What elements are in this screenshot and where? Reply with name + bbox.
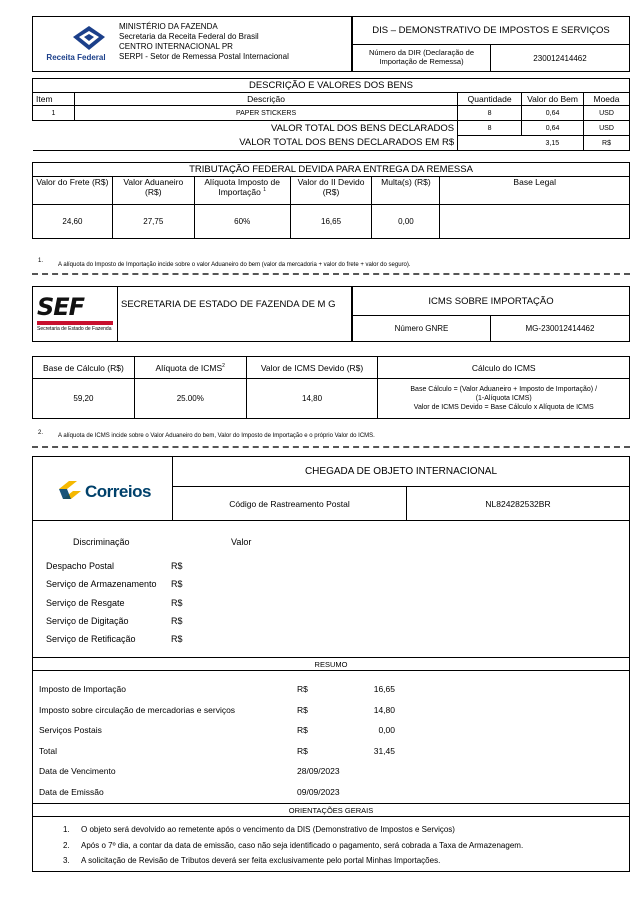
- resumo-label: Imposto de Importação: [39, 684, 126, 694]
- table-row: [33, 106, 630, 121]
- divider: [32, 446, 630, 448]
- sef-logo-subtext: Secretaria de Estado de Fazenda: [37, 326, 112, 332]
- resumo-value: 0,00: [378, 725, 395, 736]
- col-aduaneiro: Valor Aduaneiro (R$): [112, 177, 194, 205]
- services-list: [46, 557, 183, 648]
- calculo-formula: [378, 379, 630, 419]
- list-item: [63, 853, 623, 869]
- tracking-value: NL824282532BR: [407, 487, 629, 521]
- gnre-value: MG-230012414462: [525, 324, 595, 333]
- service-currency: R$: [171, 561, 183, 571]
- divider: [32, 273, 630, 275]
- sef-title: SECRETARIA DE ESTADO DE FAZENDA DE M G: [121, 299, 336, 310]
- service-currency: R$: [171, 597, 183, 608]
- list-item: [39, 720, 599, 741]
- item-value: 0,64: [522, 106, 584, 121]
- base-legal-value: [440, 205, 630, 239]
- tributacao-table: [32, 162, 630, 239]
- total-brl-label: VALOR TOTAL DOS BENS DECLARADOS EM R$: [33, 136, 458, 151]
- list-item: [39, 761, 599, 782]
- icms-title: ICMS SOBRE IMPORTAÇÃO: [353, 287, 629, 316]
- tracking-label: Código de Rastreamento Postal: [173, 487, 407, 521]
- orientacao-text: O objeto será devolvido ao remetente após o vencimento da DIS (Demonstrativo de Impostos e Serviços): [81, 825, 455, 834]
- col-base-legal: Base Legal: [440, 177, 630, 205]
- resumo-currency: R$: [297, 684, 308, 694]
- list-item: [46, 612, 183, 630]
- footnote-2: A alíquota de ICMS incide sobre o Valor Aduaneiro do bem, Valor do Imposto de Importação e o próprio Valor do ICMS.: [58, 433, 375, 439]
- correios-section: [32, 456, 630, 872]
- col-calculo-icms: Cálculo do ICMS: [378, 357, 630, 379]
- total-qty: 8: [458, 121, 522, 136]
- col-multa: Multa(s) (R$): [372, 177, 440, 205]
- list-item: [39, 782, 599, 803]
- list-item: [39, 741, 599, 762]
- service-label: Serviço de Resgate: [46, 597, 125, 608]
- footnote-1-num: 1.: [38, 258, 44, 264]
- org-line: CENTRO INTERNACIONAL PR: [119, 42, 233, 51]
- sef-logo: [37, 295, 117, 335]
- list-item: [39, 700, 599, 721]
- orientacao-text: A solicitação de Revisão de Tributos deverá ser feita exclusivamente pelo portal Minhas Importações.: [81, 856, 441, 865]
- aliquota-ii-label: Alíquota Imposto de Importação: [204, 177, 280, 197]
- disc-header: Discriminação: [73, 537, 130, 547]
- list-item: [46, 557, 183, 575]
- col-frete: Valor do Frete (R$): [33, 177, 113, 205]
- resumo-value: [367, 782, 395, 803]
- resumo-currency: R$: [297, 745, 308, 756]
- col-moeda: Moeda: [584, 93, 630, 106]
- orientacoes-list: [63, 822, 623, 869]
- valor-header: Valor: [231, 537, 252, 547]
- dir-label: Número da DIR (Declaração de Importação de Remessa): [353, 45, 491, 71]
- total-brl-currency: R$: [584, 136, 630, 151]
- sef-header: [32, 286, 352, 342]
- dir-number: 230012414462: [533, 53, 587, 63]
- item-qty: 8: [458, 106, 522, 121]
- footnote-mark: 2: [222, 362, 225, 369]
- icms-table: [32, 356, 630, 419]
- resumo-label: Serviços Postais: [39, 725, 102, 736]
- sef-logo-text: SEF: [37, 293, 85, 321]
- receita-header: [32, 16, 352, 72]
- resumo-currency: 28/09/2023: [297, 766, 340, 777]
- item-number: 1: [33, 106, 75, 121]
- icms-header: [352, 286, 630, 342]
- resumo-currency: R$: [297, 704, 308, 715]
- service-currency: R$: [171, 579, 183, 590]
- resumo-value: 31,45: [373, 745, 395, 756]
- item-description: PAPER STICKERS: [74, 106, 457, 121]
- resumo-title: RESUMO: [33, 657, 629, 671]
- orientacoes-title: ORIENTAÇÕES GERAIS: [33, 803, 629, 817]
- orientacao-num: 2.: [63, 840, 70, 850]
- total-currency: USD: [584, 121, 630, 136]
- footnote-mark: 1: [263, 187, 267, 194]
- list-item: [63, 822, 623, 838]
- resumo-value: 16,65: [373, 684, 395, 694]
- orientacao-num: 3.: [63, 856, 70, 865]
- aliquota-ii-value: 60%: [194, 205, 290, 239]
- col-icms-devido: Valor de ICMS Devido (R$): [246, 357, 378, 379]
- col-quantidade: Quantidade: [458, 93, 522, 106]
- service-label: Serviço de Retificação: [46, 634, 136, 645]
- formula-line: Valor de ICMS Devido = Base Cálculo x Alíquota de ICMS: [413, 404, 594, 411]
- multa-value: 0,00: [372, 205, 440, 239]
- col-base-calculo: Base de Cálculo (R$): [33, 357, 135, 379]
- service-currency: R$: [171, 615, 183, 626]
- resumo-label: Imposto sobre circulação de mercadorias e serviços: [39, 704, 236, 715]
- tributacao-values: [33, 205, 630, 239]
- ii-devido-value: 16,65: [290, 205, 372, 239]
- dis-header: [352, 16, 630, 72]
- icms-values: [33, 379, 630, 419]
- resumo-value: 14,80: [373, 704, 395, 715]
- org-line: SERPI - Setor de Remessa Postal Internacional: [119, 52, 289, 61]
- sef-logo-bar: [37, 321, 113, 325]
- total-label: VALOR TOTAL DOS BENS DECLARADOS: [33, 121, 458, 136]
- aduaneiro-value: 27,75: [112, 205, 194, 239]
- receita-logo-text: Receita Federal: [46, 53, 106, 62]
- list-item: [63, 838, 623, 854]
- list-item: [46, 594, 183, 612]
- item-currency: USD: [584, 106, 630, 121]
- col-aliquota-ii: [194, 177, 290, 205]
- resumo-currency: R$: [297, 725, 308, 736]
- service-label: Despacho Postal: [46, 561, 115, 571]
- footnote-2-num: 2.: [38, 430, 44, 436]
- aliquota-icms-value: 25.00%: [134, 379, 246, 419]
- formula-line: (1-Alíquota ICMS): [475, 395, 532, 402]
- resumo-list: [39, 679, 599, 803]
- total-brl-row: [33, 136, 630, 151]
- aliquota-icms-label: Alíquota de ICMS: [155, 362, 223, 373]
- resumo-value: [367, 761, 395, 782]
- org-lines: [119, 22, 289, 62]
- orientacao-text: Após o 7º dia, a contar da data de emissão, caso não seja identificado o pagamento, será cobrada a Taxa de Armazenagem.: [81, 840, 524, 850]
- org-line: Secretaria da Receita Federal do Brasil: [119, 32, 259, 41]
- resumo-label: Data de Emissão: [39, 786, 104, 797]
- gnre-label: Número GNRE: [353, 316, 491, 341]
- org-line: MINISTÉRIO DA FAZENDA: [119, 22, 218, 31]
- col-item: Item: [33, 93, 75, 106]
- service-currency: R$: [171, 634, 183, 645]
- doc-title: DIS – DEMONSTRATIVO DE IMPOSTOS E SERVIÇOS: [353, 17, 629, 45]
- receita-emblem-icon: [72, 25, 106, 51]
- resumo-currency: 09/09/2023: [297, 786, 340, 797]
- correios-emblem-icon: [57, 479, 83, 501]
- bens-table: [32, 78, 630, 151]
- col-ii-devido: Valor do II Devido (R$): [290, 177, 372, 205]
- resumo-label: Data de Vencimento: [39, 766, 116, 777]
- col-descricao: Descrição: [74, 93, 457, 106]
- resumo-label: Total: [39, 745, 57, 756]
- total-row: [33, 121, 630, 136]
- orientacao-num: 1.: [63, 825, 70, 834]
- col-valor: Valor do Bem: [522, 93, 584, 106]
- footnote-1: A alíquota do Imposto de Importação incide sobre o valor Aduaneiro do bem (valor da mercadoria + valor do frete + valor do seguro).: [58, 262, 411, 268]
- correios-logo: [33, 457, 173, 521]
- base-calculo-value: 59,20: [33, 379, 135, 419]
- icms-devido-value: 14,80: [246, 379, 378, 419]
- service-label: Serviço de Digitação: [46, 615, 129, 626]
- service-label: Serviço de Armazenamento: [46, 579, 157, 590]
- formula-line: Base Cálculo = (Valor Aduaneiro + Imposto de Importação) /: [410, 386, 598, 393]
- list-item: [46, 630, 183, 648]
- tributacao-title: TRIBUTAÇÃO FEDERAL DEVIDA PARA ENTREGA DA REMESSA: [33, 163, 630, 177]
- list-item: [39, 679, 599, 700]
- bens-title: DESCRIÇÃO E VALORES DOS BENS: [33, 79, 630, 93]
- frete-value: 24,60: [33, 205, 113, 239]
- correios-logo-text: Correios: [85, 482, 151, 501]
- col-aliquota-icms: [134, 357, 246, 379]
- total-brl-value: 3,15: [522, 136, 584, 151]
- list-item: [46, 575, 183, 593]
- correios-title: CHEGADA DE OBJETO INTERNACIONAL: [173, 457, 629, 487]
- total-value: 0,64: [522, 121, 584, 136]
